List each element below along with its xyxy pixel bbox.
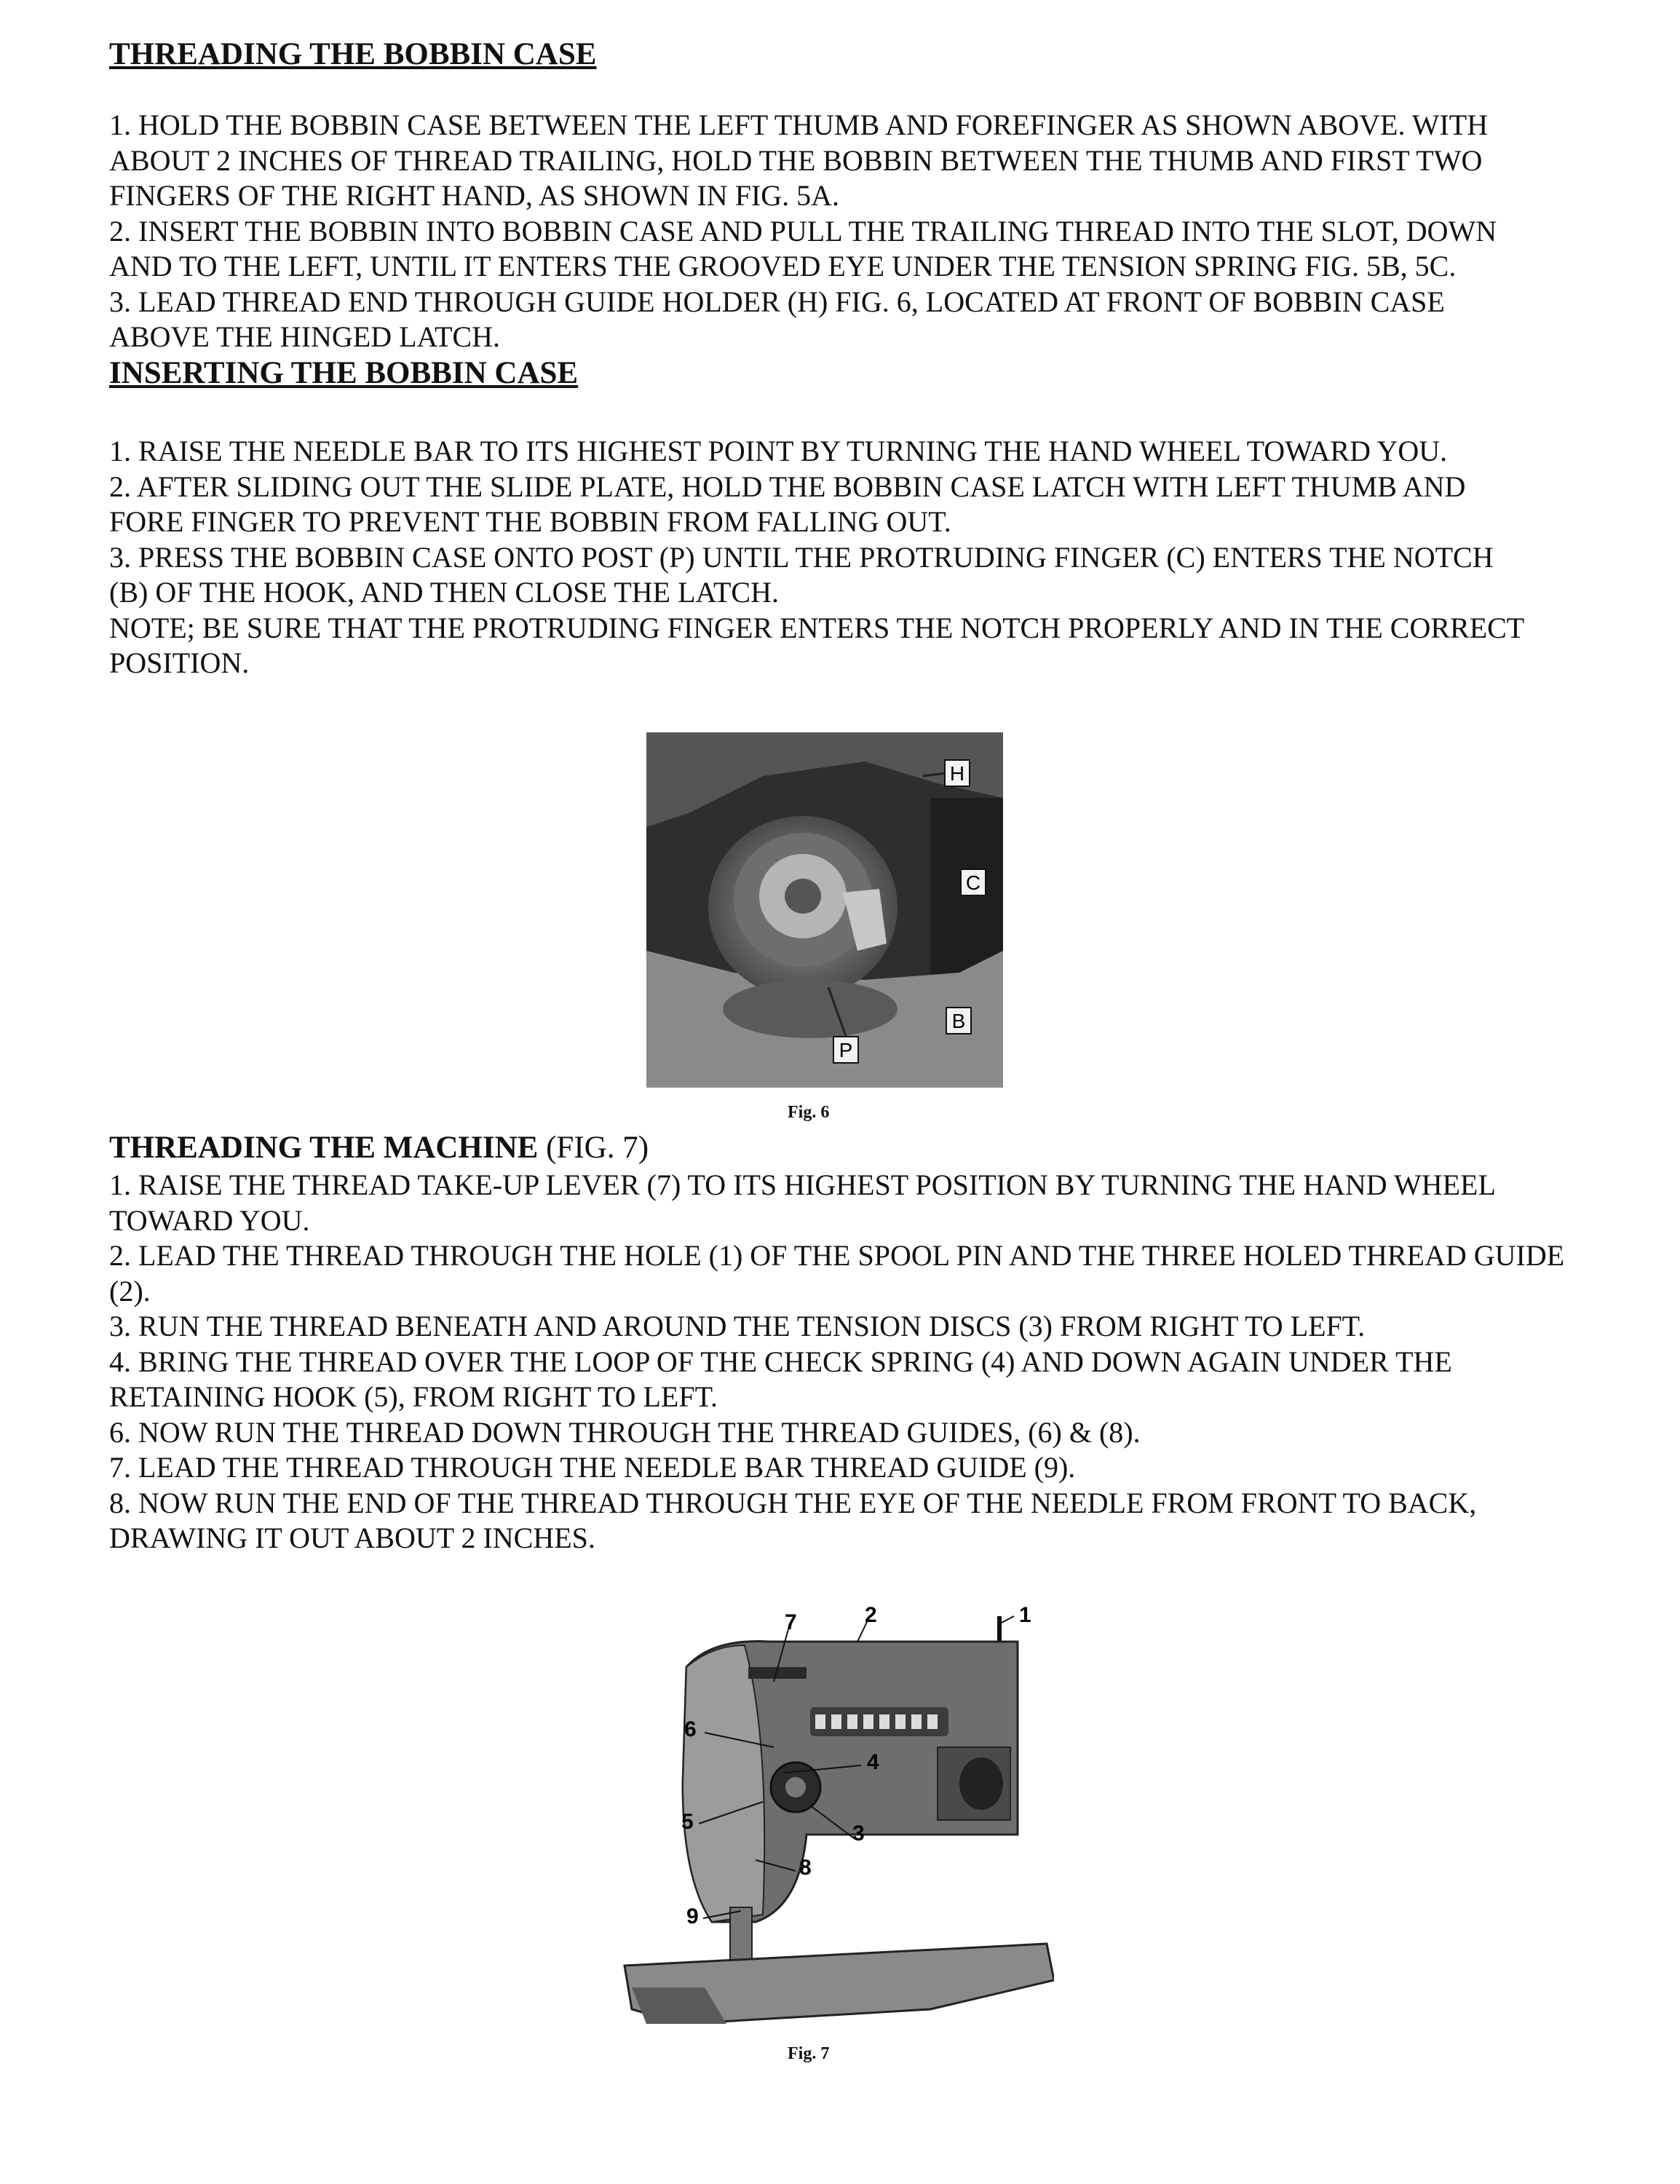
text-line: TOWARD YOU. [109, 1203, 310, 1237]
text-line: RETAINING HOOK (5), FROM RIGHT TO LEFT. [109, 1380, 718, 1413]
text-line: 3. RUN THE THREAD BENEATH AND AROUND THE TENSION DISCS (3) FROM RIGHT TO LEFT. [109, 1310, 1366, 1342]
fig7-label-7: 7 [785, 1610, 797, 1634]
text-line: 2. INSERT THE BOBBIN INTO BOBBIN CASE AND PULL THE TRAILING THREAD INTO THE SLOT, DOWN [109, 214, 1497, 248]
bobbin-case-illustration [646, 732, 1003, 1088]
text-line: 1. RAISE THE THREAD TAKE-UP LEVER (7) TO ITS HIGHEST POSITION BY TURNING THE HAND WHEEL [109, 1168, 1496, 1201]
text-line: 8. NOW RUN THE END OF THE THREAD THROUGH THE EYE OF THE NEEDLE FROM FRONT TO BACK, [109, 1486, 1477, 1519]
text-line: (B) OF THE HOOK, AND THEN CLOSE THE LATCH. [109, 576, 779, 609]
machine-threading-text [109, 1168, 1667, 1556]
text-line: 2. AFTER SLIDING OUT THE SLIDE PLATE, HOLD THE BOBBIN CASE LATCH WITH LEFT THUMB AND [109, 470, 1466, 503]
text-line: 4. BRING THE THREAD OVER THE LOOP OF THE CHECK SPRING (4) AND DOWN AGAIN UNDER THE [109, 1345, 1452, 1378]
fig6-label-c: C [965, 871, 981, 894]
text-line: FORE FINGER TO PREVENT THE BOBBIN FROM FALLING OUT. [109, 505, 951, 538]
figure-7-sewing-machine-diagram [617, 1602, 1054, 2024]
text-line: ABOVE THE HINGED LATCH. [109, 320, 500, 353]
text-line: 1. HOLD THE BOBBIN CASE BETWEEN THE LEFT THUMB AND FOREFINGER AS SHOWN ABOVE. WITH [109, 108, 1489, 141]
figure-6-caption: Fig. 6 [788, 1103, 830, 1122]
text-line: 3. LEAD THREAD END THROUGH GUIDE HOLDER (H) FIG. 6, LOCATED AT FRONT OF BOBBIN CASE [109, 285, 1445, 318]
figure-6-bobbin-case-photo [646, 732, 1003, 1088]
section-title: INSERTING THE BOBBIN CASE [109, 356, 579, 390]
section-title-figure-ref: (FIG. 7) [538, 1131, 649, 1165]
fig6-label-h: H [949, 762, 965, 785]
fig7-label-4: 4 [867, 1750, 879, 1774]
text-line: DRAWING IT OUT ABOUT 2 INCHES. [109, 1522, 595, 1554]
fig7-label-9: 9 [686, 1904, 699, 1928]
section-title: THREADING THE BOBBIN CASE [109, 37, 597, 71]
sewing-machine-illustration [617, 1602, 1054, 2024]
bobbin-inserting-text [109, 434, 1667, 681]
text-line: 7. LEAD THE THREAD THROUGH THE NEEDLE BAR THREAD GUIDE (9). [109, 1451, 1076, 1484]
fig7-label-6: 6 [684, 1717, 697, 1741]
fig7-label-1: 1 [1019, 1603, 1031, 1627]
text-line: 6. NOW RUN THE THREAD DOWN THROUGH THE THREAD GUIDES, (6) & (8). [109, 1415, 1141, 1449]
fig7-label-5: 5 [681, 1810, 694, 1834]
fig6-label-p: P [839, 1039, 853, 1061]
fig6-label-b: B [951, 1010, 966, 1032]
text-line: FINGERS OF THE RIGHT HAND, AS SHOWN IN FIG. 5A. [109, 179, 840, 212]
section-title: THREADING THE MACHINE [109, 1131, 539, 1165]
fig7-label-2: 2 [865, 1603, 877, 1627]
text-line: NOTE; BE SURE THAT THE PROTRUDING FINGER ENTERS THE NOTCH PROPERLY AND IN THE CORRECT [109, 611, 1525, 644]
text-line: POSITION. [109, 646, 250, 679]
text-line: AND TO THE LEFT, UNTIL IT ENTERS THE GROOVED EYE UNDER THE TENSION SPRING FIG. 5B, 5C. [109, 250, 1457, 282]
text-line: (2). [109, 1274, 151, 1307]
section-threading-bobbin-case [109, 36, 1667, 72]
section-threading-machine [109, 1130, 1667, 1166]
section-inserting-bobbin-case [109, 355, 1667, 391]
text-line: ABOUT 2 INCHES OF THREAD TRAILING, HOLD THE BOBBIN BETWEEN THE THUMB AND FIRST TWO [109, 143, 1483, 177]
text-line: 1. RAISE THE NEEDLE BAR TO ITS HIGHEST POINT BY TURNING THE HAND WHEEL TOWARD YOU. [109, 435, 1448, 467]
text-line: 2. LEAD THE THREAD THROUGH THE HOLE (1) OF THE SPOOL PIN AND THE THREE HOLED THREAD GUIDE [109, 1239, 1565, 1272]
bobbin-threading-text [109, 108, 1667, 355]
fig7-label-8: 8 [799, 1856, 812, 1880]
text-line: 3. PRESS THE BOBBIN CASE ONTO POST (P) UNTIL THE PROTRUDING FINGER (C) ENTERS THE NOTCH [109, 540, 1494, 574]
figure-7-caption: Fig. 7 [788, 2044, 830, 2063]
fig7-label-3: 3 [852, 1821, 865, 1845]
